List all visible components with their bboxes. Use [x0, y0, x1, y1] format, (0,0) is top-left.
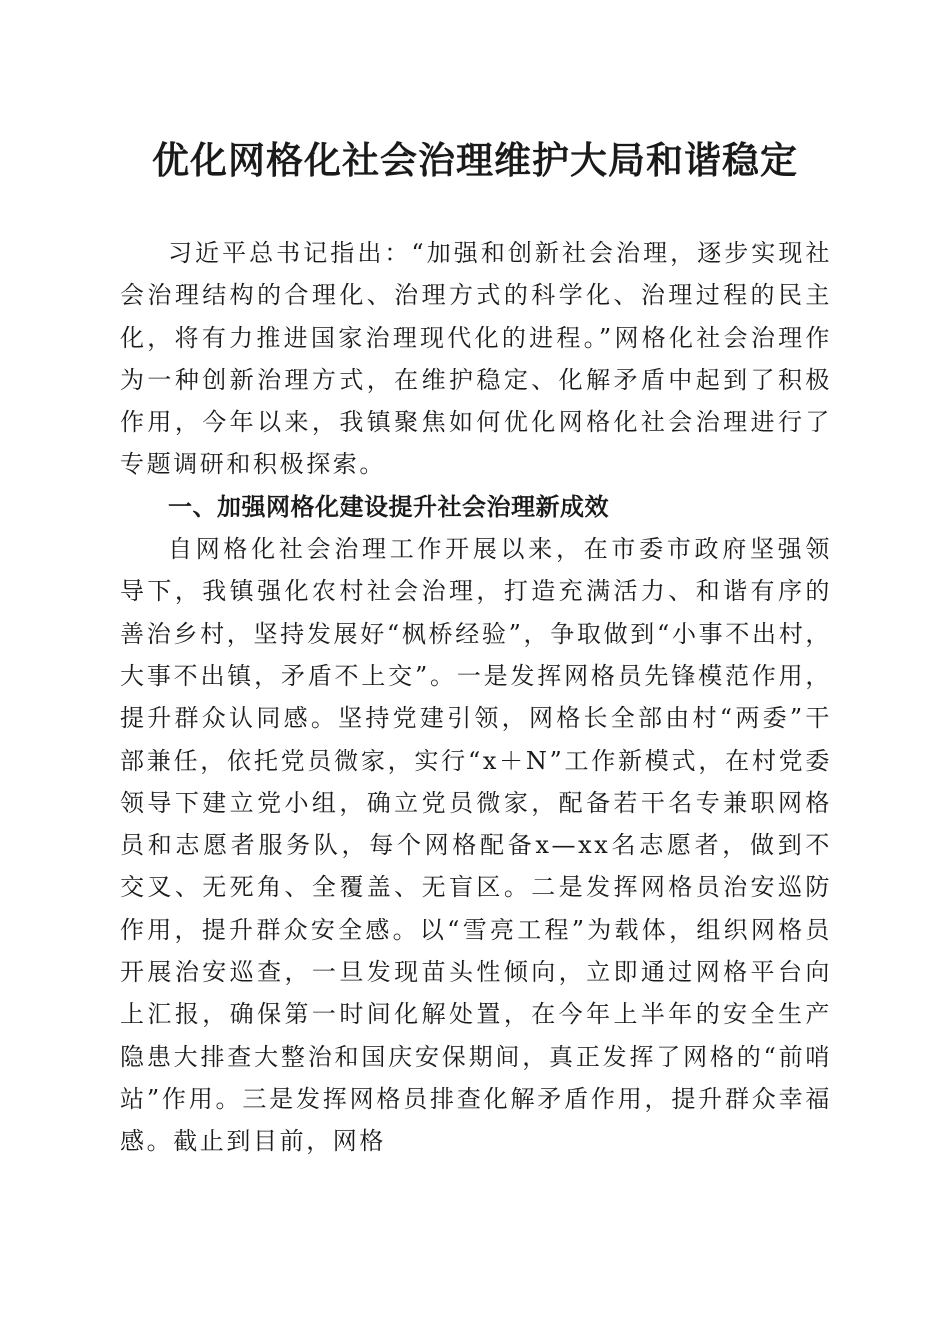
intro-paragraph: 习近平总书记指出：“加强和创新社会治理，逐步实现社会治理结构的合理化、治理方式的科学化、治理过程的民主化，将有力推进国家治理现代化的进程。”网格化社会治理作为一种创新治理方式，在维护稳定、化解矛盾中起到了积极作用，今年以来，我镇聚焦如何优化网格化社会治理进行了专题调研和积极探索。	[120, 239, 832, 479]
document-body	[120, 232, 832, 1163]
document-title: 优化网格化社会治理维护大局和谐稳定	[152, 138, 798, 182]
section-1-paragraph: 自网格化社会治理工作开展以来，在市委市政府坚强领导下，我镇强化农村社会治理，打造充满活力、和谐有序的善治乡村，坚持发展好“枫桥经验”，争取做到“小事不出村，大事不出镇，矛盾不上交”。一是发挥网格员先锋模范作用，提升群众认同感。坚持党建引领，网格长全部由村“两委”干部兼任，依托党员微家，实行“x＋N”工作新模式，在村党委领导下建立党小组，确立党员微家，配备若干名专兼职网格员和志愿者服务队，每个网格配备x—xx名志愿者，做到不交叉、无死角、全覆盖、无盲区。二是发挥网格员治安巡防作用，提升群众安全感。以“雪亮工程”为载体，组织网格员开展治安巡查，一旦发现苗头性倾向，立即通过网格平台向上汇报，确保第一时间化解处置，在今年上半年的安全生产隐患大排查大整治和国庆安保期间，真正发挥了网格的“前哨站”作用。三是发挥网格员排查化解矛盾作用，提升群众幸福感。截止到目前，网格	[120, 535, 832, 1156]
section-heading-1: 一、加强网格化建设提升社会治理新成效	[168, 492, 609, 521]
